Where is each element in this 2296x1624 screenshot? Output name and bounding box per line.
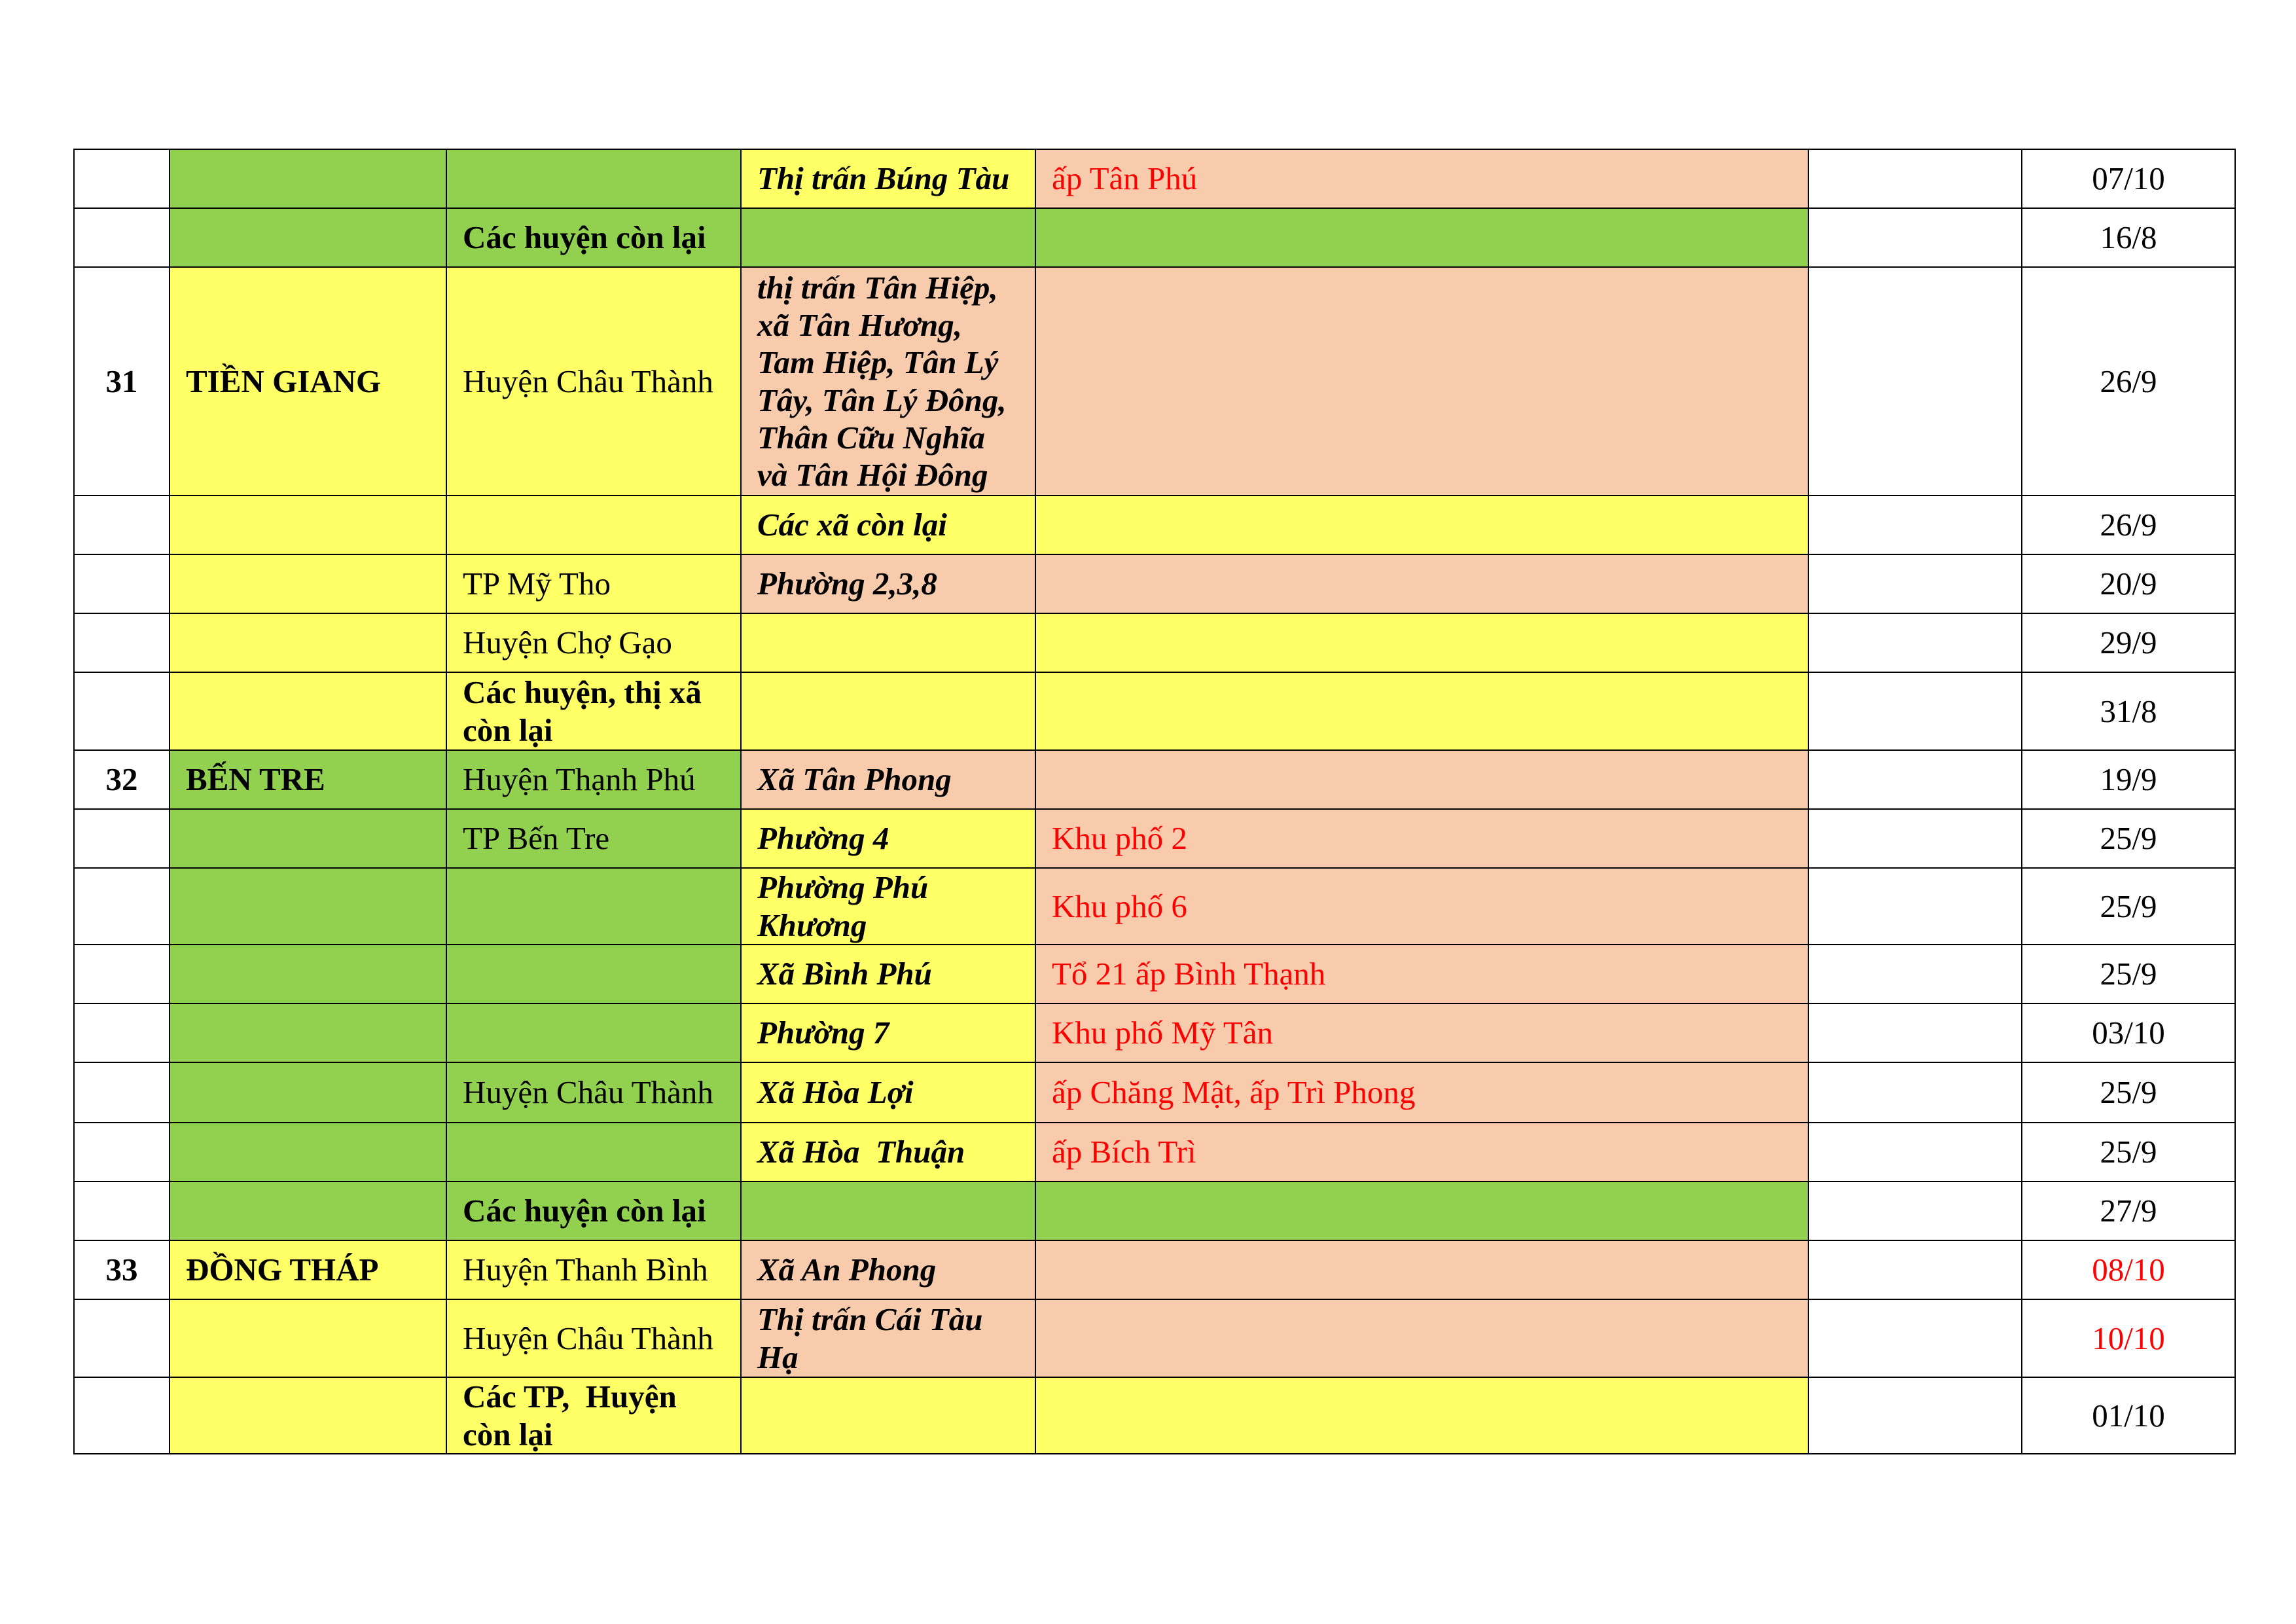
date-cell: 29/9: [2022, 613, 2235, 672]
table-row: [74, 1062, 2235, 1123]
commune-cell: Thị trấn Búng Tàu: [741, 149, 1035, 208]
table-row: [74, 613, 2235, 672]
hamlet-cell: [1035, 613, 1808, 672]
note-cell: [1808, 208, 2022, 267]
table-row: [74, 149, 2235, 208]
hamlet-cell: Khu phố 2: [1035, 809, 1808, 868]
note-cell: [1808, 750, 2022, 809]
row-number-cell: [74, 868, 170, 945]
table-row: [74, 750, 2235, 809]
commune-cell: Xã Hòa Thuận: [741, 1123, 1035, 1182]
note-cell: [1808, 554, 2022, 613]
hamlet-cell: [1035, 672, 1808, 750]
row-number-cell: [74, 672, 170, 750]
district-cell: Huyện Thạnh Phú: [446, 750, 741, 809]
district-cell: [446, 149, 741, 208]
note-cell: [1808, 1062, 2022, 1123]
date-cell: 25/9: [2022, 1123, 2235, 1182]
table-row: [74, 809, 2235, 868]
row-number-cell: 31: [74, 267, 170, 496]
province-cell: BẾN TRE: [170, 750, 446, 809]
date-cell: 16/8: [2022, 208, 2235, 267]
row-number-cell: [74, 496, 170, 554]
table-row: [74, 945, 2235, 1003]
note-cell: [1808, 672, 2022, 750]
row-number-cell: [74, 1299, 170, 1377]
table-row: [74, 1299, 2235, 1377]
province-cell: [170, 1377, 446, 1454]
table-row: [74, 267, 2235, 496]
province-cell: [170, 868, 446, 945]
row-number-cell: [74, 554, 170, 613]
province-cell: [170, 554, 446, 613]
note-cell: [1808, 1182, 2022, 1240]
row-number-cell: [74, 1123, 170, 1182]
note-cell: [1808, 496, 2022, 554]
province-cell: [170, 208, 446, 267]
province-cell: [170, 1003, 446, 1062]
commune-cell: [741, 613, 1035, 672]
table-row: [74, 868, 2235, 945]
note-cell: [1808, 945, 2022, 1003]
commune-cell: Các xã còn lại: [741, 496, 1035, 554]
date-cell: 07/10: [2022, 149, 2235, 208]
note-cell: [1808, 1299, 2022, 1377]
district-cell: [446, 945, 741, 1003]
hamlet-cell: [1035, 750, 1808, 809]
commune-cell: [741, 1182, 1035, 1240]
province-cell: [170, 149, 446, 208]
hamlet-cell: [1035, 554, 1808, 613]
district-cell: [446, 1003, 741, 1062]
district-cell: Huyện Châu Thành: [446, 267, 741, 496]
hamlet-cell: [1035, 1299, 1808, 1377]
district-cell: [446, 496, 741, 554]
date-cell: 25/9: [2022, 1062, 2235, 1123]
row-number-cell: [74, 149, 170, 208]
province-cell: TIỀN GIANG: [170, 267, 446, 496]
hamlet-cell: ấp Tân Phú: [1035, 149, 1808, 208]
date-cell: 03/10: [2022, 1003, 2235, 1062]
province-cell: [170, 1062, 446, 1123]
hamlet-cell: Khu phố Mỹ Tân: [1035, 1003, 1808, 1062]
province-cell: ĐỒNG THÁP: [170, 1240, 446, 1299]
commune-cell: Phường 4: [741, 809, 1035, 868]
date-cell: 27/9: [2022, 1182, 2235, 1240]
note-cell: [1808, 1377, 2022, 1454]
hamlet-cell: [1035, 1182, 1808, 1240]
table-row: [74, 208, 2235, 267]
table-row: [74, 1123, 2235, 1182]
date-cell: 26/9: [2022, 267, 2235, 496]
hamlet-cell: [1035, 496, 1808, 554]
row-number-cell: 32: [74, 750, 170, 809]
table-body: [74, 149, 2235, 1454]
commune-cell: Thị trấn Cái Tàu Hạ: [741, 1299, 1035, 1377]
row-number-cell: [74, 208, 170, 267]
hamlet-cell: [1035, 1377, 1808, 1454]
hamlet-cell: ấp Chăng Mật, ấp Trì Phong: [1035, 1062, 1808, 1123]
district-cell: Huyện Châu Thành: [446, 1062, 741, 1123]
date-cell: 25/9: [2022, 945, 2235, 1003]
district-cell: Các huyện, thị xã còn lại: [446, 672, 741, 750]
province-cell: [170, 1182, 446, 1240]
province-cell: [170, 613, 446, 672]
date-cell: 26/9: [2022, 496, 2235, 554]
table-row: [74, 672, 2235, 750]
province-cell: [170, 945, 446, 1003]
province-cell: [170, 1123, 446, 1182]
row-number-cell: [74, 1062, 170, 1123]
district-cell: Các huyện còn lại: [446, 208, 741, 267]
row-number-cell: [74, 809, 170, 868]
data-table: [73, 149, 2236, 1454]
row-number-cell: [74, 613, 170, 672]
district-cell: Huyện Thanh Bình: [446, 1240, 741, 1299]
hamlet-cell: ấp Bích Trì: [1035, 1123, 1808, 1182]
district-cell: [446, 1123, 741, 1182]
district-cell: Các huyện còn lại: [446, 1182, 741, 1240]
commune-cell: Xã Bình Phú: [741, 945, 1035, 1003]
row-number-cell: [74, 1377, 170, 1454]
note-cell: [1808, 1123, 2022, 1182]
note-cell: [1808, 868, 2022, 945]
hamlet-cell: Khu phố 6: [1035, 868, 1808, 945]
date-cell: 25/9: [2022, 809, 2235, 868]
hamlet-cell: [1035, 208, 1808, 267]
row-number-cell: [74, 1182, 170, 1240]
row-number-cell: 33: [74, 1240, 170, 1299]
district-cell: [446, 868, 741, 945]
table-row: [74, 554, 2235, 613]
note-cell: [1808, 149, 2022, 208]
hamlet-cell: [1035, 1240, 1808, 1299]
district-cell: Các TP, Huyện còn lại: [446, 1377, 741, 1454]
table-row: [74, 1240, 2235, 1299]
table-row: [74, 1003, 2235, 1062]
note-cell: [1808, 1003, 2022, 1062]
commune-cell: Xã Hòa Lợi: [741, 1062, 1035, 1123]
table-row: [74, 1377, 2235, 1454]
date-cell: 08/10: [2022, 1240, 2235, 1299]
district-cell: TP Mỹ Tho: [446, 554, 741, 613]
commune-cell: Xã Tân Phong: [741, 750, 1035, 809]
date-cell: 10/10: [2022, 1299, 2235, 1377]
district-cell: Huyện Chợ Gạo: [446, 613, 741, 672]
note-cell: [1808, 809, 2022, 868]
date-cell: 25/9: [2022, 868, 2235, 945]
commune-cell: Phường 2,3,8: [741, 554, 1035, 613]
date-cell: 01/10: [2022, 1377, 2235, 1454]
commune-cell: [741, 208, 1035, 267]
date-cell: 19/9: [2022, 750, 2235, 809]
date-cell: 31/8: [2022, 672, 2235, 750]
date-cell: 20/9: [2022, 554, 2235, 613]
hamlet-cell: Tổ 21 ấp Bình Thạnh: [1035, 945, 1808, 1003]
note-cell: [1808, 613, 2022, 672]
row-number-cell: [74, 1003, 170, 1062]
province-cell: [170, 496, 446, 554]
district-cell: TP Bến Tre: [446, 809, 741, 868]
hamlet-cell: [1035, 267, 1808, 496]
commune-cell: Phường 7: [741, 1003, 1035, 1062]
district-cell: Huyện Châu Thành: [446, 1299, 741, 1377]
table-row: [74, 496, 2235, 554]
commune-cell: [741, 672, 1035, 750]
commune-cell: Phường Phú Khương: [741, 868, 1035, 945]
note-cell: [1808, 267, 2022, 496]
row-number-cell: [74, 945, 170, 1003]
province-cell: [170, 1299, 446, 1377]
commune-cell: Xã An Phong: [741, 1240, 1035, 1299]
province-cell: [170, 672, 446, 750]
commune-cell: [741, 1377, 1035, 1454]
note-cell: [1808, 1240, 2022, 1299]
province-cell: [170, 809, 446, 868]
commune-cell: thị trấn Tân Hiệp, xã Tân Hương, Tam Hiệp, Tân Lý Tây, Tân Lý Đông, Thân Cữu Nghĩa và Tân Hội Đông: [741, 267, 1035, 496]
table-row: [74, 1182, 2235, 1240]
